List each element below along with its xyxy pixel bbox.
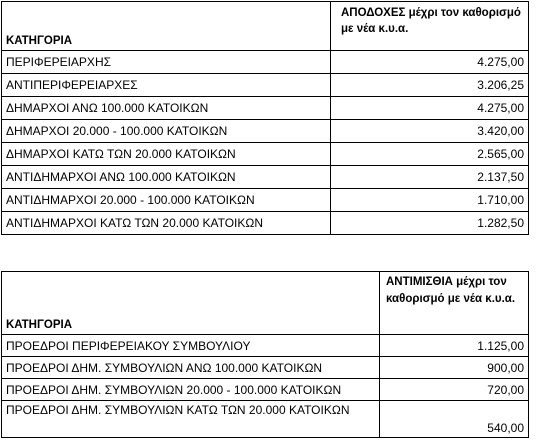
table-row [2, 379, 529, 401]
salaries-table [1, 1, 529, 235]
table-row [2, 189, 529, 212]
table-header-row [2, 2, 529, 51]
category-header: ΚΑΤΗΓΟΡΙΑ [2, 2, 331, 51]
table-header-row [2, 272, 529, 335]
amount-cell: 900,00 [380, 357, 529, 379]
amount-cell: 1.282,50 [331, 212, 529, 235]
amount-cell: 1.125,00 [380, 335, 529, 357]
amount-cell: 2.565,00 [331, 143, 529, 166]
allowances-table [1, 271, 529, 438]
category-cell: ΑΝΤΙΠΕΡΙΦΕΡΕΙΑΡΧΕΣ [2, 74, 331, 97]
amount-cell: 540,00 [380, 401, 529, 438]
category-cell: ΑΝΤΙΔΗΜΑΡΧΟΙ ΚΑΤΩ ΤΩΝ 20.000 ΚΑΤΟΙΚΩΝ [2, 212, 331, 235]
table-row [2, 97, 529, 120]
table-row [2, 357, 529, 379]
category-cell: ΑΝΤΙΔΗΜΑΡΧΟΙ 20.000 - 100.000 ΚΑΤΟΙΚΩΝ [2, 189, 331, 212]
table-row [2, 401, 529, 438]
amount-cell: 720,00 [380, 379, 529, 401]
table-row [2, 143, 529, 166]
category-cell: ΔΗΜΑΡΧΟΙ 20.000 - 100.000 ΚΑΤΟΙΚΩΝ [2, 120, 331, 143]
amount-cell: 3.420,00 [331, 120, 529, 143]
table-row [2, 166, 529, 189]
category-cell: ΠΡΟΕΔΡΟΙ ΠΕΡΙΦΕΡΕΙΑΚΟΥ ΣΥΜΒΟΥΛΙΟΥ [2, 335, 380, 357]
amount-cell: 4.275,00 [331, 97, 529, 120]
category-cell: ΠΡΟΕΔΡΟΙ ΔΗΜ. ΣΥΜΒΟΥΛΙΩΝ 20.000 - 100.000 ΚΑΤΟΙΚΩΝ [2, 379, 380, 401]
amount-cell: 1.710,00 [331, 189, 529, 212]
table-row [2, 51, 529, 74]
category-cell: ΔΗΜΑΡΧΟΙ ΑΝΩ 100.000 ΚΑΤΟΙΚΩΝ [2, 97, 331, 120]
amount-cell: 2.137,50 [331, 166, 529, 189]
category-cell: ΠΡΟΕΔΡΟΙ ΔΗΜ. ΣΥΜΒΟΥΛΙΩΝ ΚΑΤΩ ΤΩΝ 20.000 ΚΑΤΟΙΚΩΝ [2, 401, 380, 438]
table-row [2, 212, 529, 235]
category-cell: ΠΕΡΙΦΕΡΕΙΑΡΧΗΣ [2, 51, 331, 74]
salary-header: ΑΠΟΔΟΧΕΣ μέχρι τον καθορισμό με νέα κ.υ.α. [331, 2, 529, 51]
amount-cell: 3.206,25 [331, 74, 529, 97]
allowance-header: ΑΝΤΙΜΙΣΘΙΑ μέχρι τον καθορισμό με νέα κ.υ.α. [380, 272, 529, 335]
category-header: ΚΑΤΗΓΟΡΙΑ [2, 272, 380, 335]
amount-cell: 4.275,00 [331, 51, 529, 74]
category-cell: ΠΡΟΕΔΡΟΙ ΔΗΜ. ΣΥΜΒΟΥΛΙΩΝ ΑΝΩ 100.000 ΚΑΤΟΙΚΩΝ [2, 357, 380, 379]
table-row [2, 335, 529, 357]
table-row [2, 74, 529, 97]
category-cell: ΑΝΤΙΔΗΜΑΡΧΟΙ ΑΝΩ 100.000 ΚΑΤΟΙΚΩΝ [2, 166, 331, 189]
table-row [2, 120, 529, 143]
category-cell: ΔΗΜΑΡΧΟΙ ΚΑΤΩ ΤΩΝ 20.000 ΚΑΤΟΙΚΩΝ [2, 143, 331, 166]
